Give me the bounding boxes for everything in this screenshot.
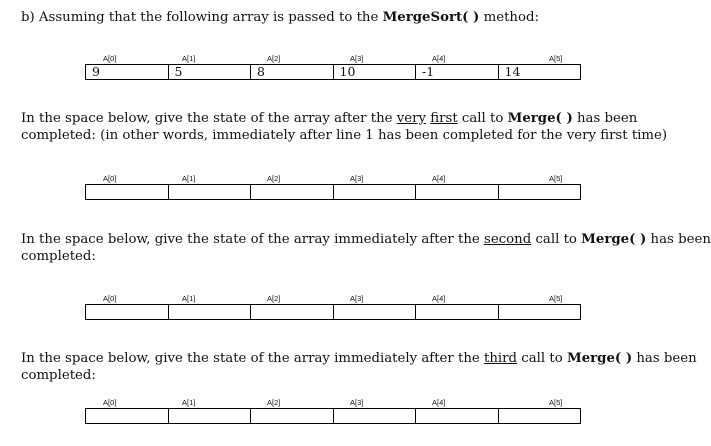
index-label: A[0]	[103, 294, 117, 303]
answer-cell[interactable]	[415, 185, 498, 199]
index-label: A[0]	[103, 54, 117, 63]
array-cell: 9	[92, 64, 100, 79]
answer-cell[interactable]	[333, 409, 416, 423]
answer-array-2	[85, 294, 581, 320]
answer-cell[interactable]	[168, 305, 251, 319]
answer-array-3-labels	[85, 398, 581, 408]
answer-array-3	[85, 398, 581, 424]
answer-cell[interactable]	[250, 305, 333, 319]
answer-cell[interactable]	[86, 305, 168, 319]
answer-array-1	[85, 174, 581, 200]
question-3-text: In the space below, give the state of the array immediately after the third call to Merge( ) has been completed:	[21, 351, 697, 383]
index-label: A[1]	[182, 398, 196, 407]
index-label: A[1]	[182, 54, 196, 63]
array-cell: 8	[250, 65, 333, 79]
index-label: A[3]	[350, 294, 364, 303]
answer-cell[interactable]	[168, 409, 251, 423]
answer-cell[interactable]	[415, 305, 498, 319]
mergesort-method-name: MergeSort( )	[382, 10, 480, 25]
index-label: A[5]	[549, 398, 563, 407]
index-label: A[0]	[103, 398, 117, 407]
answer-cell[interactable]	[250, 185, 333, 199]
index-label: A[2]	[267, 398, 281, 407]
index-label: A[4]	[432, 174, 446, 183]
index-label: A[1]	[182, 174, 196, 183]
index-label: A[2]	[267, 174, 281, 183]
given-array-cells	[85, 64, 581, 80]
question-2-text: In the space below, give the state of the array immediately after the second call to Merge( ) has been completed:	[21, 232, 711, 264]
given-array	[85, 54, 581, 80]
answer-cell[interactable]	[168, 185, 251, 199]
index-label: A[3]	[350, 398, 364, 407]
index-label: A[4]	[432, 54, 446, 63]
answer-array-2-labels	[85, 294, 581, 304]
question-1-text: In the space below, give the state of the array after the very first call to Merge( ) has been completed: (in other words, immediately after line 1 has been completed for the very first time)	[21, 111, 668, 143]
answer-cell[interactable]	[333, 185, 416, 199]
answer-array-1-cells	[85, 184, 581, 200]
answer-cell[interactable]	[86, 409, 168, 423]
index-label: A[4]	[432, 398, 446, 407]
answer-cell[interactable]	[498, 185, 581, 199]
index-label: A[1]	[182, 294, 196, 303]
array-cell: 10	[333, 65, 416, 79]
index-label: A[2]	[267, 54, 281, 63]
answer-array-1-labels	[85, 174, 581, 184]
answer-cell[interactable]	[333, 305, 416, 319]
answer-array-2-cells	[85, 304, 581, 320]
index-label: A[0]	[103, 174, 117, 183]
answer-cell[interactable]	[498, 409, 581, 423]
answer-cell[interactable]	[498, 305, 581, 319]
array-cell: 14	[498, 65, 581, 79]
answer-cell[interactable]	[415, 409, 498, 423]
index-label: A[5]	[549, 54, 563, 63]
given-array-labels	[85, 54, 581, 64]
index-label: A[3]	[350, 54, 364, 63]
answer-cell[interactable]	[86, 185, 168, 199]
answer-array-3-cells	[85, 408, 581, 424]
index-label: A[4]	[432, 294, 446, 303]
index-label: A[3]	[350, 174, 364, 183]
index-label: A[5]	[549, 294, 563, 303]
intro-text: b) Assuming that the following array is passed to the MergeSort( ) method:	[21, 10, 539, 25]
index-label: A[2]	[267, 294, 281, 303]
array-cell: 5	[168, 65, 251, 79]
array-cell: -1	[415, 65, 498, 79]
index-label: A[5]	[549, 174, 563, 183]
answer-cell[interactable]	[250, 409, 333, 423]
